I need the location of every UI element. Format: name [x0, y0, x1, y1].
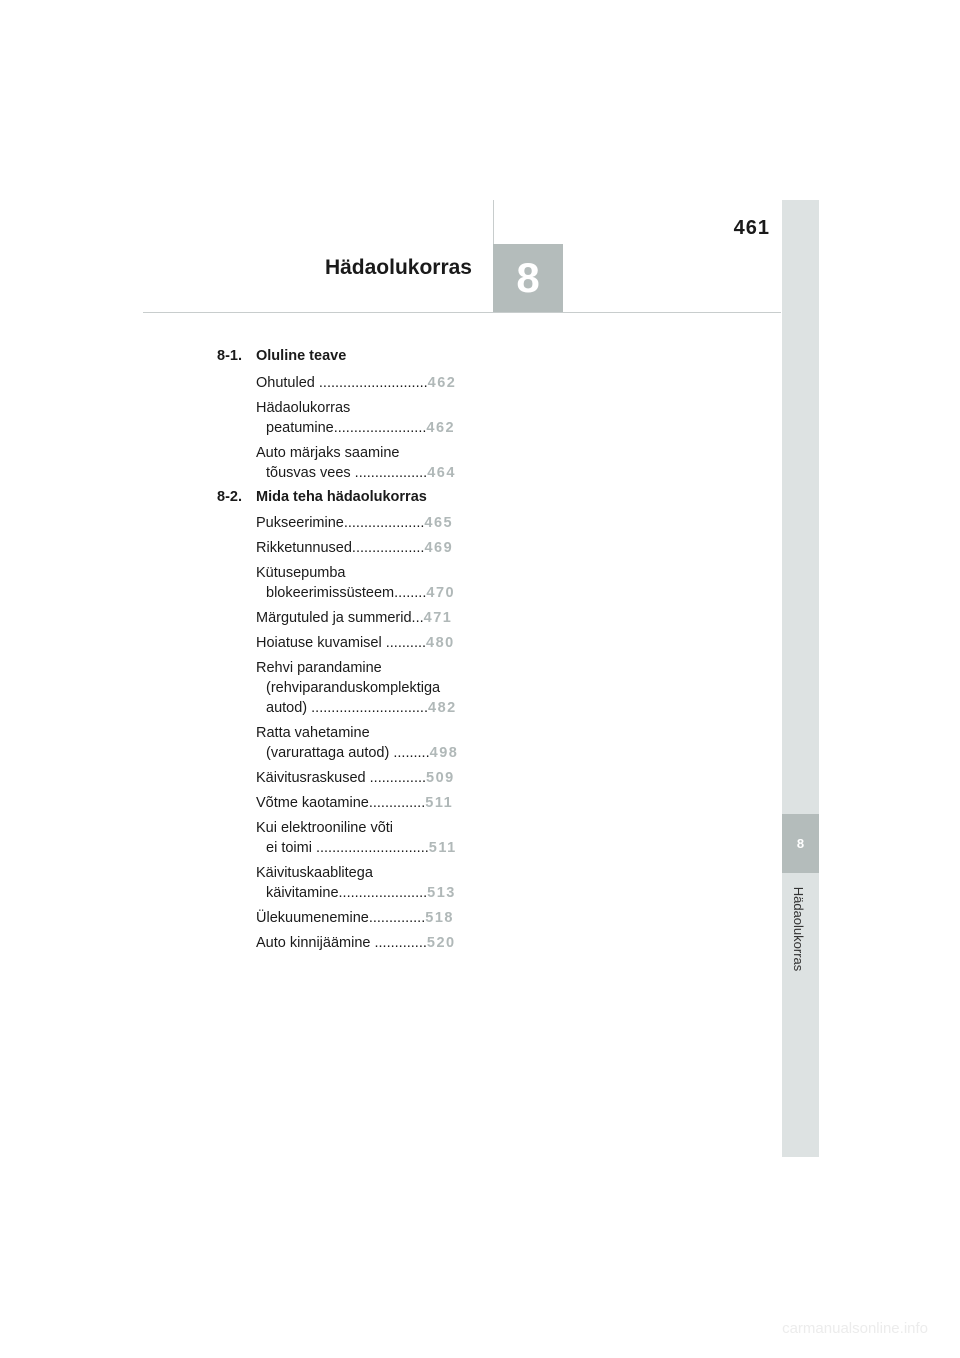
toc-leader-dots: .................... — [343, 515, 425, 531]
toc-entry — [256, 659, 382, 677]
toc-entry[interactable] — [256, 634, 455, 652]
toc-entry[interactable] — [266, 699, 457, 717]
toc-entry — [256, 399, 350, 417]
toc-entry-text: Rikketunnused — [256, 540, 352, 556]
section-title: Oluline teave — [256, 348, 347, 364]
chapter-number-box: 8 — [493, 244, 563, 312]
toc-entry[interactable] — [266, 884, 456, 902]
toc-page-ref: 470 — [426, 585, 456, 601]
toc-page-ref: 518 — [425, 910, 454, 926]
toc-entry-text: Käivituskaablitega — [256, 865, 373, 881]
toc-entry[interactable] — [266, 464, 456, 482]
toc-entry-text: Hädaolukorras — [256, 400, 351, 416]
toc-page-ref: 513 — [427, 885, 456, 901]
toc-entry[interactable] — [256, 909, 454, 927]
toc-page-ref: 465 — [424, 515, 454, 531]
toc-leader-dots: ............. — [374, 935, 427, 951]
toc-entry[interactable] — [256, 934, 456, 952]
toc-entry-text: Ülekuumenemine — [256, 910, 369, 926]
toc-entry-text: Ohutuled — [256, 375, 319, 391]
toc-entry[interactable] — [266, 839, 457, 857]
toc-entry[interactable] — [256, 514, 453, 532]
toc-entry — [256, 724, 370, 742]
section-title: Mida teha hädaolukorras — [256, 489, 427, 505]
toc-page-ref: 482 — [428, 700, 457, 716]
toc-page-ref: 462 — [427, 375, 457, 391]
toc-entry-text: Ratta vahetamine — [256, 725, 370, 741]
toc-entry-text: autod) — [266, 700, 312, 716]
toc-entry-text: peatumine — [266, 420, 334, 436]
toc-page-ref: 471 — [423, 610, 453, 626]
toc-page-ref: 511 — [425, 795, 454, 811]
toc-leader-dots: ....................... — [333, 420, 427, 436]
side-thumb-strip — [782, 200, 819, 1157]
toc-entry-text: (rehviparanduskomplektiga — [266, 680, 441, 696]
toc-entry[interactable] — [256, 374, 456, 392]
toc-leader-dots: .................. — [351, 540, 425, 556]
toc-entry[interactable] — [266, 419, 455, 437]
toc-entry — [256, 864, 373, 882]
toc-leader-dots: ... — [411, 610, 424, 626]
toc-leader-dots: .............. — [368, 795, 426, 811]
toc-leader-dots: .................. — [354, 465, 428, 481]
toc-entry-text: blokeerimissüsteem — [266, 585, 395, 601]
side-tab-chapter[interactable]: 8 — [782, 814, 819, 873]
toc-page-ref: 464 — [427, 465, 456, 481]
toc-entry — [256, 444, 399, 462]
toc-page-ref: 462 — [426, 420, 456, 436]
toc-entry-text: Kui elektrooniline võti — [256, 820, 394, 836]
toc-leader-dots: .............. — [368, 910, 426, 926]
side-tab-label: Hädaolukorras — [791, 886, 806, 972]
toc-entry-text: Võtme kaotamine — [256, 795, 369, 811]
toc-entry[interactable] — [256, 794, 453, 812]
toc-page-ref: 509 — [426, 770, 455, 786]
toc-leader-dots: .............. — [369, 770, 427, 786]
toc-entry[interactable] — [266, 584, 455, 602]
toc-entry-text: Kütusepumba — [256, 565, 346, 581]
toc-page-ref: 480 — [426, 635, 455, 651]
toc-leader-dots: ...................... — [338, 885, 428, 901]
toc-entry-text: käivitamine — [266, 885, 339, 901]
toc-leader-dots: .......... — [385, 635, 427, 651]
section-number: 8-1. — [217, 348, 242, 364]
toc-entry[interactable] — [266, 744, 458, 762]
toc-entry — [256, 564, 345, 582]
toc-page-ref: 469 — [424, 540, 454, 556]
toc-entry-text: tõusvas vees — [266, 465, 355, 481]
toc-entry[interactable] — [256, 609, 452, 627]
toc-entry[interactable] — [256, 769, 455, 787]
chapter-title: Hädaolukorras — [324, 256, 472, 279]
toc-entry-text: Märgutuled ja summerid — [256, 610, 412, 626]
toc-entry-text: (varurattaga autod) — [266, 745, 394, 761]
page-number: 461 — [733, 217, 770, 239]
header-divider-vertical — [493, 200, 494, 244]
toc-entry-text: Auto kinnijäämine — [256, 935, 375, 951]
toc-entry-text: Hoiatuse kuvamisel — [256, 635, 386, 651]
section-number: 8-2. — [217, 489, 242, 505]
toc-entry-text: Pukseerimine — [256, 515, 344, 531]
toc-leader-dots: ........ — [394, 585, 427, 601]
toc-leader-dots: ........................... — [318, 375, 428, 391]
header-divider-horizontal — [143, 312, 781, 313]
toc-entry-text: Auto märjaks saamine — [256, 445, 400, 461]
toc-page-ref: 511 — [428, 840, 457, 856]
toc-entry-text: Käivitusraskused — [256, 770, 370, 786]
toc-leader-dots: ............................. — [311, 700, 428, 716]
toc-leader-dots: ............................ — [315, 840, 429, 856]
toc-entry-text: Rehvi parandamine — [256, 660, 382, 676]
toc-leader-dots: ......... — [393, 745, 430, 761]
toc-entry-text: ei toimi — [266, 840, 316, 856]
toc-page-ref: 498 — [429, 745, 459, 761]
toc-entry[interactable] — [256, 539, 453, 557]
toc-page-ref: 520 — [426, 935, 456, 951]
watermark-footer: carmanualsonline.info — [782, 1320, 928, 1337]
toc-entry — [266, 679, 440, 697]
toc-entry — [256, 819, 393, 837]
